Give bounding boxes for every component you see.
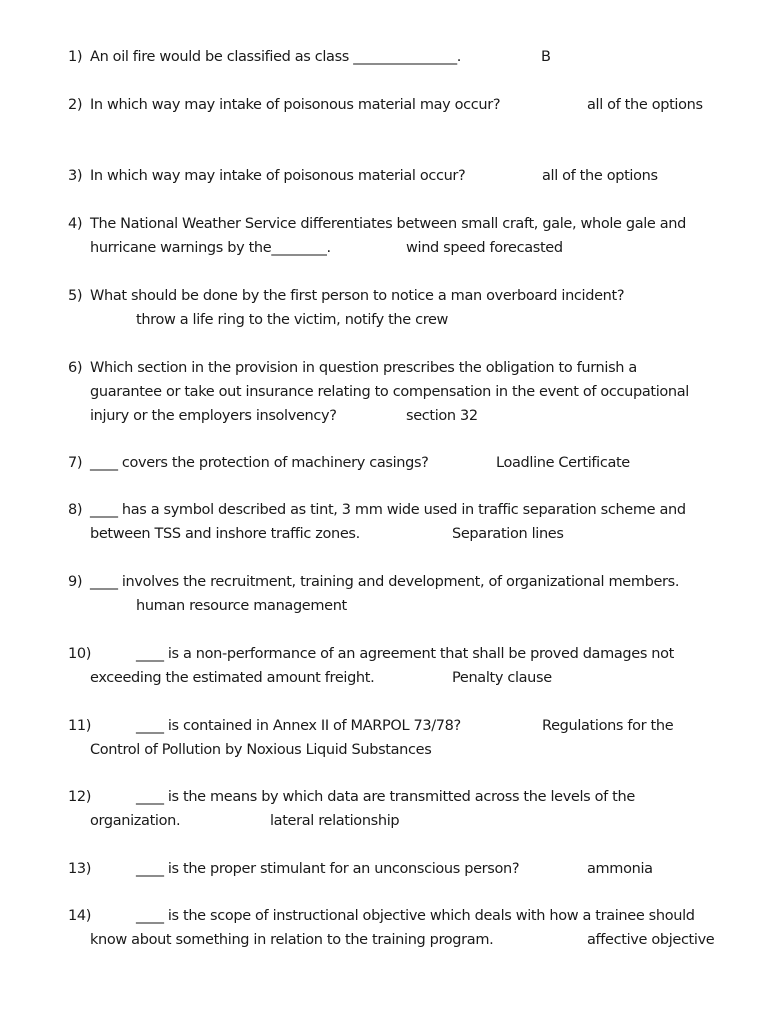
answer-text: Separation lines — [452, 526, 564, 542]
question-text-continued: guarantee or take out insurance relating to compensation in the event of occupational — [90, 384, 689, 400]
answer-text: B — [541, 49, 551, 65]
answer-text: wind speed forecasted — [406, 240, 563, 256]
question-number: 1) — [68, 49, 83, 65]
question-text-continued: organization. — [90, 813, 181, 829]
question-text: ____ is the scope of instructional objective which deals with how a trainee should — [136, 908, 695, 924]
question-number: 3) — [68, 168, 83, 184]
answer-text: throw a life ring to the victim, notify the crew — [136, 312, 449, 328]
question-number: 14) — [68, 908, 92, 924]
question-text: ____ is contained in Annex II of MARPOL 73/78? — [136, 718, 461, 734]
answer-text: all of the options — [587, 97, 703, 113]
question-number: 12) — [68, 789, 92, 805]
question-number: 13) — [68, 861, 92, 877]
question-text: In which way may intake of poisonous material may occur? — [90, 97, 501, 113]
answer-text-continued: Control of Pollution by Noxious Liquid Substances — [90, 742, 432, 758]
question-number: 9) — [68, 574, 83, 590]
answer-text: lateral relationship — [270, 813, 400, 829]
answer-text: Penalty clause — [452, 670, 552, 686]
question-number: 8) — [68, 502, 83, 518]
question-number: 6) — [68, 360, 83, 376]
question-number: 7) — [68, 455, 83, 471]
question-text: What should be done by the first person to notice a man overboard incident? — [90, 288, 625, 304]
answer-text: all of the options — [542, 168, 658, 184]
question-number: 4) — [68, 216, 83, 232]
question-text: The National Weather Service differentiates between small craft, gale, whole gale and — [90, 216, 686, 232]
question-text: ____ is a non-performance of an agreement that shall be proved damages not — [136, 646, 674, 662]
question-text: ____ has a symbol described as tint, 3 mm wide used in traffic separation scheme and — [90, 502, 686, 518]
question-text: ____ covers the protection of machinery casings? — [90, 455, 429, 471]
question-text-continued: know about something in relation to the training program. — [90, 932, 494, 948]
answer-text: section 32 — [406, 408, 478, 424]
question-text-continued: exceeding the estimated amount freight. — [90, 670, 375, 686]
question-number: 10) — [68, 646, 92, 662]
question-text-continued: hurricane warnings by the________. — [90, 240, 331, 256]
answer-text: ammonia — [587, 861, 653, 877]
answer-text: human resource management — [136, 598, 347, 614]
answer-text: affective objective — [587, 932, 715, 948]
answer-text: Regulations for the — [542, 718, 674, 734]
question-number: 2) — [68, 97, 83, 113]
question-text-continued: between TSS and inshore traffic zones. — [90, 526, 360, 542]
question-text: ____ is the means by which data are transmitted across the levels of the — [136, 789, 635, 805]
question-text-continued: injury or the employers insolvency? — [90, 408, 337, 424]
question-text: ____ is the proper stimulant for an unconscious person? — [136, 861, 520, 877]
question-number: 5) — [68, 288, 83, 304]
question-text: Which section in the provision in question prescribes the obligation to furnish a — [90, 360, 637, 376]
answer-text: Loadline Certificate — [496, 455, 630, 471]
question-text: An oil fire would be classified as class _______________. — [90, 49, 462, 65]
question-number: 11) — [68, 718, 92, 734]
question-text: ____ involves the recruitment, training and development, of organizational members. — [90, 574, 680, 590]
question-text: In which way may intake of poisonous material occur? — [90, 168, 466, 184]
